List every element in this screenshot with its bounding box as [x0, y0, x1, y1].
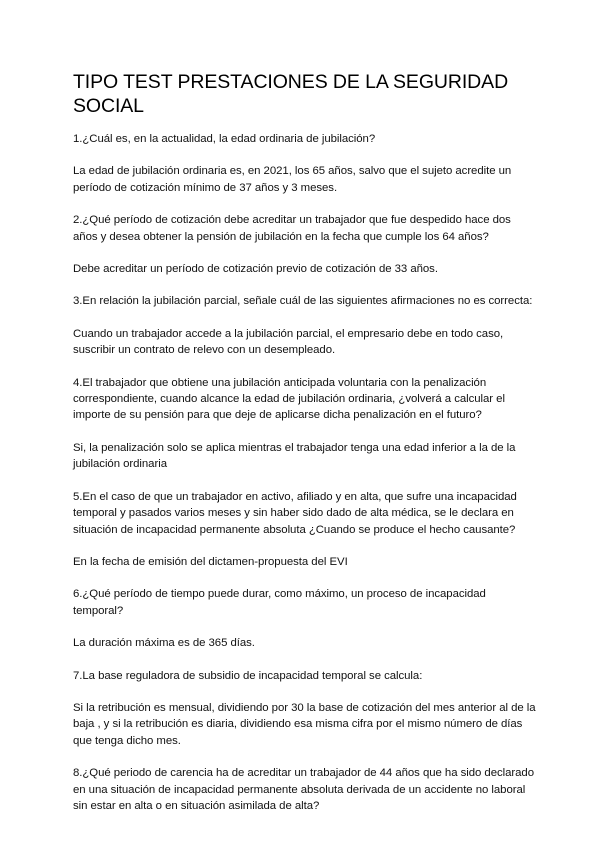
question-1: 1.¿Cuál es, en la actualidad, la edad ordinaria de jubilación?	[73, 133, 376, 145]
question-2: 2.¿Qué período de cotización debe acreditar un trabajador que fue despedido hace dos años y desea obtener la pensión de jubilación en la fecha que cumple los 64 años?	[73, 214, 511, 243]
answer-3: Cuando un trabajador accede a la jubilación parcial, el empresario debe en todo caso, suscribir un contrato de relevo con un desempleado.	[73, 327, 504, 357]
answer-4: Si, la penalización solo se aplica mientras el trabajador tenga una edad inferior a la de la jubilación ordinaria	[73, 441, 516, 471]
document-title: TIPO TEST PRESTACIONES DE LA SEGURIDAD SOCIAL	[73, 71, 509, 117]
answer-2: Debe acreditar un período de cotización previo de cotización de 33 años.	[73, 263, 438, 276]
document-page	[73, 70, 538, 830]
question-3: 3.En relación la jubilación parcial, señale cuál de las siguientes afirmaciones no es correcta:	[73, 295, 533, 308]
question-5: 5.En el caso de que un trabajador en activo, afiliado y en alta, que sufre una incapacidad temporal y pasados varios meses y sin haber sido dado de alta médica, se le declara en situación de incapacidad permanente absoluta ¿Cuando se produce el hecho causante?	[73, 490, 517, 536]
question-6: 6.¿Qué período de tiempo puede durar, como máximo, un proceso de incapacidad temporal?	[73, 588, 486, 617]
answer-6: La duración máxima es de 365 días.	[73, 637, 255, 650]
answer-1: La edad de jubilación ordinaria es, en 2021, los 65 años, salvo que el sujeto acredite un período de cotización mínimo de 37 años y 3 meses.	[73, 165, 512, 194]
answer-7: Si la retribución es mensual, dividiendo por 30 la base de cotización del mes anterior al de la baja , y si la retribución es diaria, dividiendo esa misma cifra por el mismo número de días que tenga dicho mes.	[73, 701, 536, 747]
question-4: 4.El trabajador que obtiene una jubilación anticipada voluntaria con la penalización correspondiente, cuando alcance la edad de jubilación ordinaria, ¿volverá a calcular el importe de su pensión para que deje de aplicarse dicha penalización en el futuro?	[73, 376, 505, 422]
question-8: 8.¿Qué periodo de carencia ha de acreditar un trabajador de 44 años que ha sido declarado en una situación de incapacidad permanente absoluta derivada de un accidente no laboral sin estar en alta o en situación asimilada de alta?	[73, 767, 534, 812]
question-7: 7.La base reguladora de subsidio de incapacidad temporal se calcula:	[73, 669, 423, 682]
answer-5: En la fecha de emisión del dictamen-propuesta del EVI	[73, 555, 348, 568]
